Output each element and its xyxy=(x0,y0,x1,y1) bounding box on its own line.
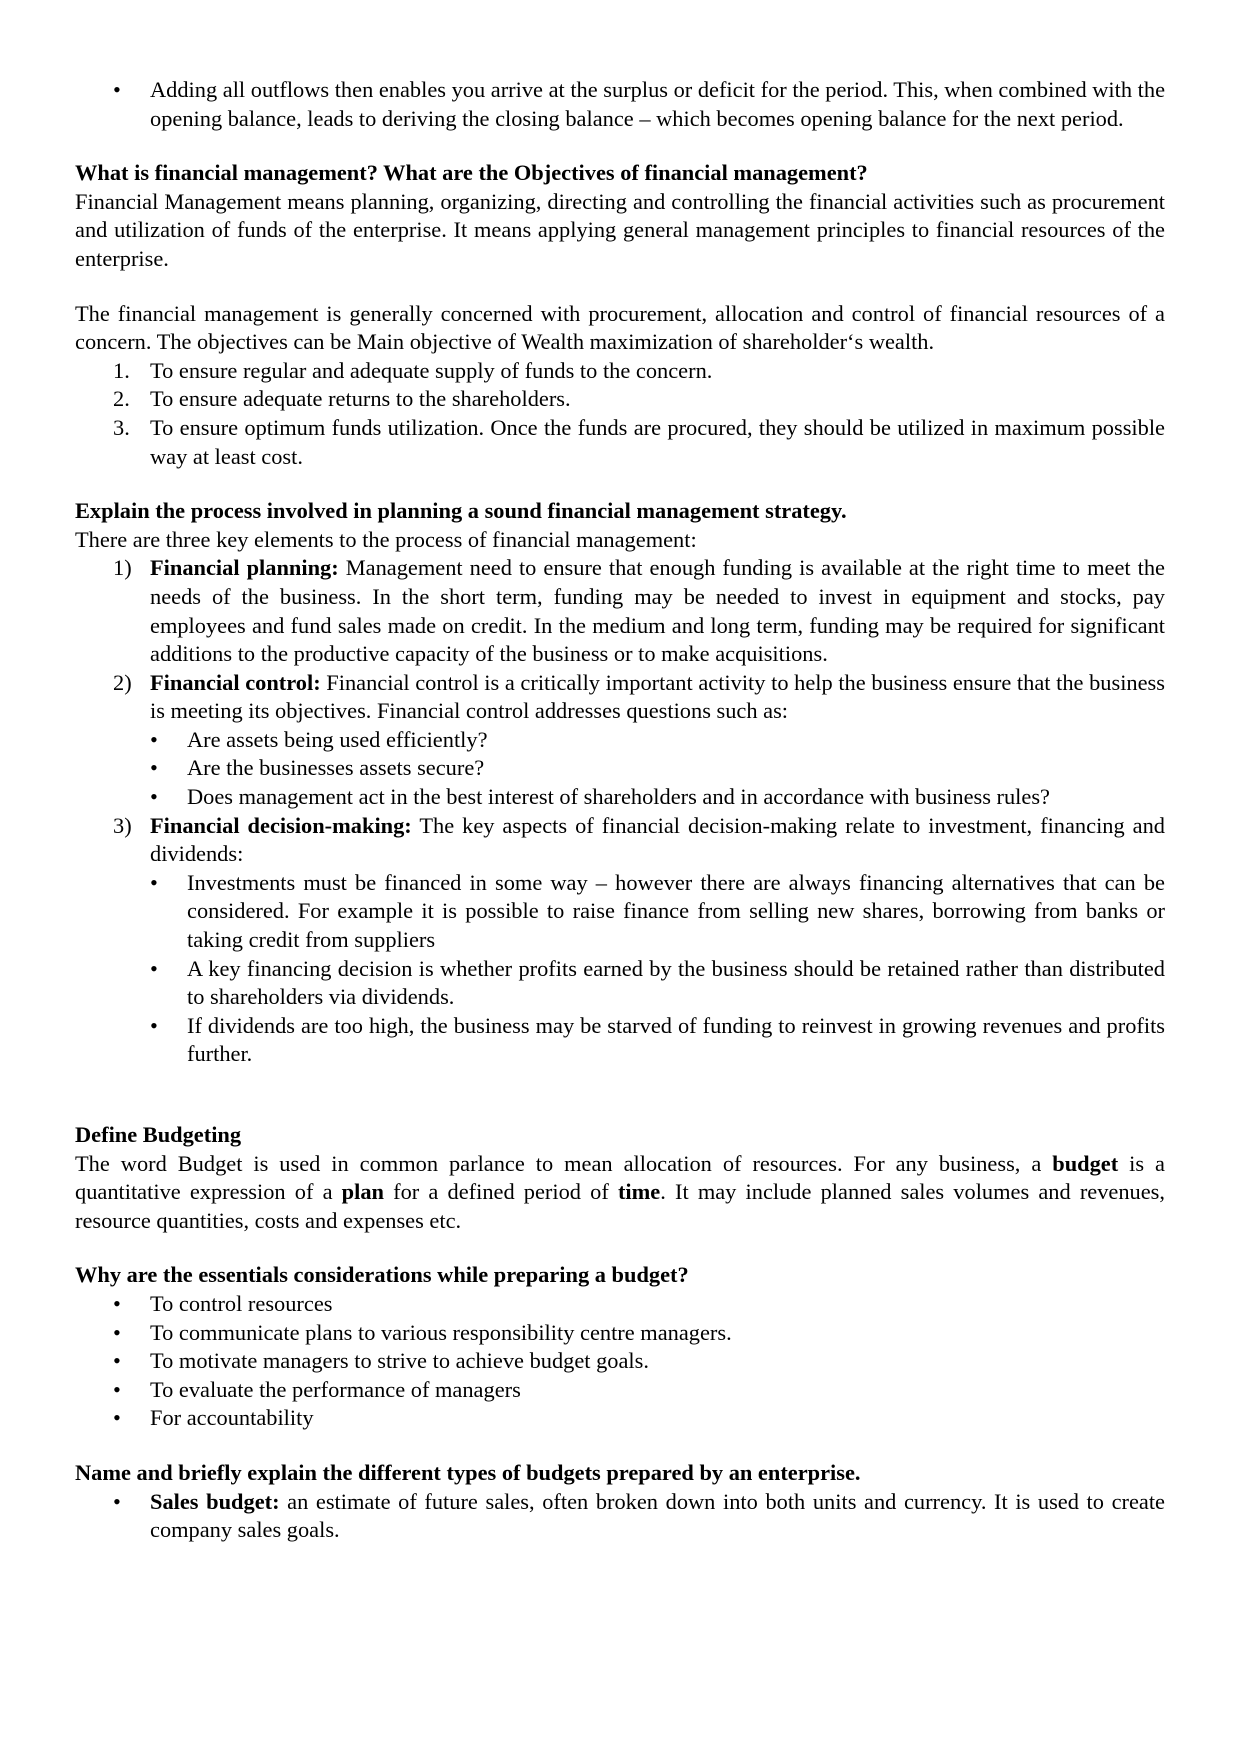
bold-term: budget xyxy=(1052,1150,1119,1176)
essential-text: To communicate plans to various responsibility centre managers. xyxy=(150,1319,732,1345)
process-heading: Explain the process involved in planning a sound financial management strategy. xyxy=(75,498,847,524)
bullet-icon xyxy=(113,1488,121,1517)
list-item xyxy=(75,812,1165,869)
bullet-icon xyxy=(150,869,158,898)
bullet-icon xyxy=(113,1290,121,1319)
list-item xyxy=(75,1376,1165,1405)
sub-item-text: Are assets being used efficiently? xyxy=(187,726,488,752)
item-text: Financial control is a critically important activity to help the business ensure that the business is meeting its objectives. Financial control addresses questions such as: xyxy=(150,669,1165,724)
intro-bullet-text: Adding all outflows then enables you arrive at the surplus or deficit for the period. This, when combined with the opening balance, leads to deriving the closing balance – which becomes opening balance for the next period. xyxy=(150,77,1166,131)
text-run: . It may include planned sales volumes and revenues, resource quantities, costs and expenses etc. xyxy=(75,1179,1165,1233)
list-item xyxy=(75,1347,1165,1376)
list-number: 1. xyxy=(113,357,130,383)
essential-text: For accountability xyxy=(150,1405,314,1431)
essential-text: To evaluate the performance of managers xyxy=(150,1376,521,1402)
item-text: Management need to ensure that enough funding is available at the right time to meet the needs of the business. In the short term, funding may be needed to invest in equipment and stocks, pay employees and fund sales made on credit. In the medium and long term, funding may be required for significant additions to the productive capacity of the business or to make acquisitions. xyxy=(150,555,1165,667)
list-item xyxy=(75,414,1165,471)
list-item xyxy=(75,783,1165,812)
item-label: Financial decision-making: xyxy=(150,812,412,838)
budgeting-heading: Define Budgeting xyxy=(75,1122,242,1147)
sub-item-text: Are the businesses assets secure? xyxy=(187,755,485,781)
item-label: Sales budget: xyxy=(150,1488,280,1514)
fm-heading: What is financial management? What are the Objectives of financial management? xyxy=(75,160,868,186)
list-item xyxy=(75,669,1165,726)
objectives-list xyxy=(75,357,1165,471)
item-label: Financial control: xyxy=(150,669,321,695)
list-number: 2. xyxy=(113,386,130,412)
bullet-icon xyxy=(113,1376,121,1405)
list-number: 3) xyxy=(113,812,132,838)
decision-list xyxy=(75,869,1165,1069)
bullet-icon xyxy=(150,754,158,783)
text-run: The word Budget is used in common parlance to mean allocation of resources. For any business, a xyxy=(75,1150,1053,1176)
list-item xyxy=(75,1488,1165,1545)
control-questions-list xyxy=(75,726,1165,812)
essential-text: To motivate managers to strive to achieve budget goals. xyxy=(150,1348,649,1374)
process-list xyxy=(75,554,1165,726)
bold-term: time xyxy=(617,1179,661,1205)
fm-paragraph-2: The financial management is generally concerned with procurement, allocation and control of financial resources of a concern. The objectives can be Main objective of Wealth maximization of shareholder‘s wealth. xyxy=(75,300,1165,355)
essentials-heading: Why are the essentials considerations while preparing a budget? xyxy=(75,1262,689,1288)
item-text: an estimate of future sales, often broken down into both units and currency. It is used to create company sales goals. xyxy=(150,1488,1165,1543)
list-item xyxy=(75,357,1165,386)
types-list xyxy=(75,1488,1165,1545)
bullet-icon xyxy=(113,1404,121,1433)
list-number: 3. xyxy=(113,414,130,440)
budgeting-paragraph xyxy=(75,1150,1165,1236)
bullet-icon xyxy=(113,1319,121,1348)
sub-item-text: If dividends are too high, the business may be starved of funding to reinvest in growing revenues and profits further. xyxy=(187,1012,1165,1067)
objective-text: To ensure optimum funds utilization. Once the funds are procured, they should be utilized in maximum possible way at least cost. xyxy=(150,414,1165,469)
list-item xyxy=(75,754,1165,783)
item-label: Financial planning: xyxy=(150,555,339,581)
types-heading: Name and briefly explain the different types of budgets prepared by an enterprise. xyxy=(75,1459,861,1485)
item-text: The key aspects of financial decision-making relate to investment, financing and dividends: xyxy=(150,812,1165,867)
text-run: for a defined period of xyxy=(384,1179,618,1205)
bullet-icon xyxy=(150,955,158,984)
list-item xyxy=(75,1290,1165,1319)
list-item xyxy=(75,869,1165,955)
bold-term: plan xyxy=(341,1179,384,1205)
bullet-icon xyxy=(113,76,121,105)
list-number: 2) xyxy=(113,669,132,695)
bullet-icon xyxy=(150,783,158,812)
process-intro: There are three key elements to the process of financial management: xyxy=(75,526,697,552)
sub-item-text: A key financing decision is whether profits earned by the business should be retained rather than distributed to shareholders via dividends. xyxy=(187,955,1165,1010)
essentials-list xyxy=(75,1290,1165,1433)
bullet-icon xyxy=(113,1347,121,1376)
list-item xyxy=(75,1319,1165,1348)
document-page xyxy=(75,76,1165,1545)
essential-text: To control resources xyxy=(150,1290,333,1316)
list-item xyxy=(75,385,1165,414)
list-item xyxy=(75,1012,1165,1069)
intro-list xyxy=(75,76,1165,133)
fm-paragraph-1: Financial Management means planning, organizing, directing and controlling the financial activities such as procurement and utilization of funds of the enterprise. It means applying general management principles to financial resources of the enterprise. xyxy=(75,188,1165,271)
list-number: 1) xyxy=(113,555,132,581)
objective-text: To ensure adequate returns to the shareholders. xyxy=(150,386,571,412)
list-item xyxy=(75,1404,1165,1433)
sub-item-text: Does management act in the best interest of shareholders and in accordance with business rules? xyxy=(187,784,1050,810)
sub-item-text: Investments must be financed in some way – however there are always financing alternatives that can be considered. For example it is possible to raise finance from selling new shares, borrowing from banks or taking credit from suppliers xyxy=(187,869,1165,953)
list-item xyxy=(75,955,1165,1012)
list-item xyxy=(75,726,1165,755)
process-list-cont xyxy=(75,812,1165,869)
bullet-icon xyxy=(150,726,158,755)
bullet-icon xyxy=(150,1012,158,1041)
objective-text: To ensure regular and adequate supply of funds to the concern. xyxy=(150,357,713,383)
list-item xyxy=(75,554,1165,668)
list-item xyxy=(75,76,1165,133)
text-run: is a quantitative expression of a xyxy=(75,1150,1165,1205)
